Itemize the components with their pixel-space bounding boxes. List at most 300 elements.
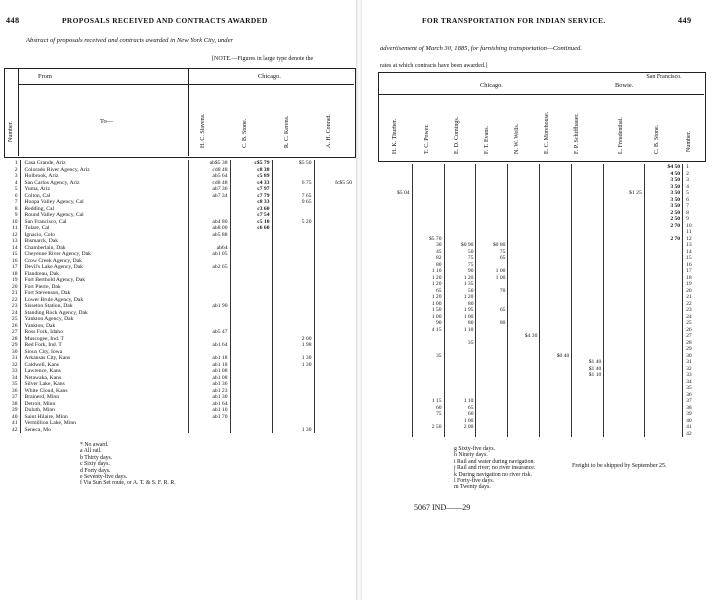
footnote: d Forty days. (80, 467, 111, 474)
footnote: h Ninety days. (454, 452, 488, 459)
rate-cell: $1 40 (572, 366, 604, 373)
footnote: b Thirty days. (80, 454, 113, 461)
rate-cell: 1 00 (444, 314, 476, 321)
rate-cell: 3 50 (644, 177, 682, 184)
rate-cell: 1 35 (444, 281, 476, 288)
rate-cell: 60 (412, 405, 444, 412)
rate-cell: 1 20 (412, 275, 444, 282)
row-number: 8 (683, 210, 704, 217)
destination-cell: Colton, Cal (20, 193, 188, 200)
row-number: 20 (11, 283, 18, 290)
rate-cell: 50 (444, 288, 476, 295)
footnote: m Twenty days. (454, 484, 491, 491)
row-number: 1 (683, 164, 704, 171)
rate-cell: $5 70 (412, 236, 444, 243)
row-number: 8 (14, 205, 18, 212)
rate-cell: ab1 18 (188, 362, 230, 369)
row-number: 27 (683, 333, 704, 340)
row-number: 21 (683, 294, 704, 301)
row-number: 18 (11, 270, 18, 277)
rate-cell (444, 431, 476, 438)
rate-cell: 5 20 (272, 219, 314, 226)
rate-cell: 80 (444, 301, 476, 308)
rate-cell: $0 40 (540, 353, 572, 360)
destination-cell: Arkansas City, Kans (20, 355, 188, 362)
left-group-chicago: Chicago. (258, 73, 281, 80)
row-number: 15 (683, 255, 704, 262)
freight-note: Freight to be shipped by September 25. (572, 463, 667, 469)
row-number: 26 (683, 327, 704, 334)
left-page-number: 448 (6, 16, 20, 25)
row-number: 10 (11, 218, 18, 225)
rate-cell: ab1 23 (188, 388, 230, 395)
destination-cell: Cheyenne River Agency, Dak (20, 251, 188, 258)
row-number: 36 (683, 392, 704, 399)
row-number: 42 (683, 431, 704, 438)
rate-cell: 1 30 (272, 427, 314, 434)
rate-cell: 80 (476, 320, 508, 327)
row-number: 27 (11, 329, 18, 335)
rate-cell: 65 (444, 405, 476, 412)
row-number: 17 (11, 264, 18, 270)
row-number: 11 (12, 225, 18, 231)
rate-cell: cd8 48 (188, 180, 230, 187)
row-number: 23 (683, 307, 704, 314)
rate-cell: ab1 90 (188, 303, 230, 310)
rate-cell: 2 50 (412, 424, 444, 431)
rate-cell: c7 97 (230, 186, 272, 193)
rate-cell: ab5 64 (188, 173, 230, 180)
footnote: a All rail. (80, 448, 102, 455)
row-number: 6 (683, 197, 704, 204)
rate-cell: ab5 47 (188, 329, 230, 336)
rate-cell (378, 431, 412, 438)
row-number: 24 (683, 314, 704, 321)
right-bidder-7: L. Freudenthal. (618, 117, 624, 154)
destination-cell: Lower Brule Agency, Dak (20, 297, 188, 304)
destination-cell: Flandreau, Dak (20, 271, 188, 278)
destination-cell: Round Valley Agency, Cal (20, 212, 188, 219)
rate-cell: ab2 65 (188, 264, 230, 271)
rate-cell: 35 (444, 340, 476, 347)
rate-cell: 1 10 (412, 268, 444, 275)
right-bidder-3: F. T. Evans. (484, 125, 490, 154)
row-number: 30 (11, 348, 18, 355)
rate-cell: 80 (444, 320, 476, 327)
right-rates-table (378, 164, 704, 437)
right-bidder-6: F. P. Schiffbauer. (574, 113, 580, 154)
destination-cell: Caldwell, Kans (20, 362, 188, 369)
rate-cell: ab5 88 (188, 232, 230, 239)
row-number: 21 (11, 290, 18, 296)
destination-cell: Brainerd, Minn (20, 394, 188, 401)
rate-cell (230, 427, 272, 434)
rate-cell: 9 65 (272, 199, 314, 206)
rate-cell: 1 00 (476, 275, 508, 282)
row-number: 18 (683, 275, 704, 282)
rate-cell: ab7 34 (188, 193, 230, 200)
row-number: 4 (683, 184, 704, 191)
left-bidder-0: H. C. Slavens. (200, 113, 206, 148)
rate-cell: 1 95 (444, 307, 476, 314)
rate-cell: 1 00 (444, 418, 476, 425)
rate-cell: 75 (444, 262, 476, 269)
right-bidder-2: E. D. Comings. (454, 116, 460, 154)
rate-cell: 30 (412, 242, 444, 249)
rate-cell: 90 (444, 268, 476, 275)
left-bidder-2: R. C. Kerens. (284, 115, 290, 148)
row-number: 28 (683, 340, 704, 347)
right-note-line: rates at which contracts have been awarded.] (380, 63, 488, 69)
row-number: 40 (11, 413, 18, 420)
row-number: 20 (683, 288, 704, 295)
rate-cell: ab1 64 (188, 342, 230, 349)
left-abstract-line: Abstract of proposals received and contracts awarded in New York City, under (26, 37, 234, 44)
right-footnotes (454, 446, 535, 491)
footnote: * No award. (80, 442, 109, 448)
destination-cell: Netawaka, Kans (20, 375, 188, 382)
rate-cell: ab1 18 (188, 355, 230, 362)
right-bidder-5: E. C. Morehouse. (544, 111, 550, 154)
row-number: 42 (11, 426, 18, 433)
right-bidder-4: N. W. Wells. (514, 123, 520, 154)
rate-cell: 2 50 (644, 210, 682, 217)
destination-cell: Yuma, Ariz (20, 186, 188, 193)
row-number: 3 (14, 173, 18, 179)
row-number: 25 (683, 320, 704, 327)
row-number: 33 (683, 372, 704, 379)
row-number: 13 (683, 242, 704, 249)
rate-cell: 3 50 (644, 190, 682, 197)
destination-cell: Hoopa Valley Agency, Cal (20, 199, 188, 206)
right-number-header: Number. (686, 131, 692, 152)
rate-cell: 1 10 (444, 398, 476, 405)
rate-cell: fc$5 50 (314, 180, 354, 187)
destination-cell: Duluth, Minn (20, 407, 188, 414)
right-running-head: FOR TRANSPORTATION FOR INDIAN SERVICE. (422, 16, 606, 25)
row-number: 28 (11, 335, 18, 342)
row-number: 19 (683, 281, 704, 288)
row-number: 9 (683, 216, 704, 223)
row-number: 2 (683, 171, 704, 178)
left-from-label: From (38, 73, 52, 80)
row-number: 5 (14, 186, 18, 192)
destination-cell: Detroit, Minn (20, 401, 188, 408)
rate-cell: $1 40 (572, 359, 604, 366)
rate-cell: c4 33 (230, 180, 272, 187)
rate-cell (540, 431, 572, 438)
rate-cell: ab1 08 (188, 368, 230, 375)
destination-cell: Fort Berthold Agency, Dak (20, 277, 188, 284)
rate-cell: 3 50 (644, 197, 682, 204)
row-number: 29 (11, 342, 18, 348)
rate-cell: 2 00 (272, 336, 314, 343)
left-running-head: PROPOSALS RECEIVED AND CONTRACTS AWARDED (62, 16, 268, 25)
row-number: 30 (683, 353, 704, 360)
left-to-label: To— (100, 118, 114, 125)
rate-cell (508, 431, 540, 438)
rate-cell: ab64 (188, 245, 230, 252)
rate-cell: c6 60 (230, 225, 272, 232)
row-number: 37 (683, 398, 704, 405)
destination-cell: Redding, Cal (20, 206, 188, 213)
right-bidder-1: T. C. Power. (424, 124, 430, 154)
row-number: 4 (14, 179, 18, 186)
destination-cell: Devil's Lake Agency, Dak (20, 264, 188, 271)
destination-cell: White Cloud, Kans (20, 388, 188, 395)
row-number: 10 (683, 223, 704, 230)
row-number: 14 (11, 244, 18, 251)
rate-cell (644, 431, 682, 438)
rate-cell (604, 431, 644, 438)
footnote: f Via Sun Set route, or A. T. & S. F. R. R. (80, 480, 176, 487)
rate-cell: 3 50 (644, 203, 682, 210)
row-number: 1 (14, 160, 18, 166)
left-note: [NOTE.—Figures in large type denote the (212, 56, 314, 62)
rate-cell: 1 20 (412, 281, 444, 288)
left-footnotes (80, 442, 176, 487)
rate-cell: $1 25 (604, 190, 644, 197)
rate-cell: c$5 79 (230, 160, 272, 167)
row-number: 38 (11, 400, 18, 407)
row-number: 39 (683, 411, 704, 418)
row-number: 40 (683, 418, 704, 425)
rate-cell: 35 (412, 353, 444, 360)
rate-cell: 1 10 (444, 327, 476, 334)
destination-cell: Standing Rock Agency, Dak (20, 310, 188, 317)
rate-cell: 2 70 (644, 236, 682, 243)
rate-cell: 1 20 (412, 294, 444, 301)
rate-cell: 65 (476, 307, 508, 314)
rate-cell: ab4 80 (188, 219, 230, 226)
rate-cell: 65 (412, 288, 444, 295)
destination-cell: Muscogee, Ind. T (20, 336, 188, 343)
rate-cell: 1 00 (412, 301, 444, 308)
destination-cell: Holbrook, Ariz (20, 173, 188, 180)
rate-cell: ab7 36 (188, 186, 230, 193)
rate-cell: ab$5 38 (188, 160, 230, 167)
rate-cell: $0 90 (444, 242, 476, 249)
rate-cell: $5 50 (272, 160, 314, 167)
row-number: 35 (683, 385, 704, 392)
destination-cell: Chamberlain, Dak (20, 245, 188, 252)
rate-cell: 70 (476, 288, 508, 295)
right-abstract-line: advertisement of March 30, 1885, for furnishing transportation—Continued. (380, 45, 582, 52)
destination-cell: Red Fork, Ind. T (20, 342, 188, 349)
rate-cell: 4 50 (644, 171, 682, 178)
rate-cell: 4 15 (412, 327, 444, 334)
rate-cell: $4 30 (508, 333, 540, 340)
rate-cell: ab1 36 (188, 381, 230, 388)
rate-cell (476, 431, 508, 438)
row-number: 16 (683, 262, 704, 269)
row-number: 39 (11, 407, 18, 413)
destination-cell: Fort Stevenson, Dak (20, 290, 188, 297)
destination-cell: Bismarck, Dak (20, 238, 188, 245)
row-number: 29 (683, 346, 704, 353)
rate-cell: $4 50 (644, 164, 682, 171)
rate-cell: 1 98 (272, 342, 314, 349)
rate-cell: 1 30 (272, 362, 314, 369)
destination-cell: Sisseton Station, Dak (20, 303, 188, 310)
row-number: 11 (683, 229, 704, 236)
rate-cell: $1 10 (572, 372, 604, 379)
destination-cell: Ignacio, Colo (20, 232, 188, 239)
row-number: 36 (11, 387, 18, 394)
row-number: 9 (14, 212, 18, 218)
rate-cell: 2 50 (644, 216, 682, 223)
row-number: 5 (683, 190, 704, 197)
rate-cell (314, 427, 354, 434)
destination-cell: Seneca, Mo (20, 427, 188, 434)
row-number: 7 (683, 203, 704, 210)
rate-cell: c8 38 (230, 167, 272, 174)
row-number: 15 (11, 251, 18, 257)
row-number: 32 (11, 361, 18, 368)
right-bidder-0: H. K. Thurber. (392, 118, 398, 154)
rate-cell: 80 (412, 262, 444, 269)
rate-cell (572, 431, 604, 438)
rate-cell: 65 (476, 255, 508, 262)
row-number: 17 (683, 268, 704, 275)
row-number: 12 (683, 236, 704, 243)
rate-cell: 3 50 (644, 184, 682, 191)
rate-cell: 7 65 (272, 193, 314, 200)
rate-cell: ab1 08 (188, 375, 230, 382)
destination-cell: Yankton, Dak (20, 323, 188, 330)
left-bidder-1: C. B. Stone. (242, 118, 248, 148)
left-rates-table (4, 160, 354, 433)
rate-cell: ab1 70 (188, 414, 230, 421)
footnote: k During navigation no river risk. (454, 471, 532, 478)
rate-cell: 1 20 (444, 294, 476, 301)
row-number: 13 (11, 238, 18, 244)
footnote: g Sixty-five days. (454, 446, 496, 452)
row-number: 2 (14, 166, 18, 173)
left-number-header: Number. (8, 121, 14, 142)
rate-cell: ab1 30 (188, 394, 230, 401)
rate-cell (188, 427, 230, 434)
row-number: 16 (11, 257, 18, 264)
row-number: 26 (11, 322, 18, 329)
row-number: 22 (11, 296, 18, 303)
row-number: 32 (683, 366, 704, 373)
rate-cell: c7 79 (230, 193, 272, 200)
footnote: c Sixty days. (80, 461, 110, 468)
row-number: 22 (683, 301, 704, 308)
rate-cell: 6 75 (272, 180, 314, 187)
row-number: 19 (11, 277, 18, 283)
destination-cell: Silver Lake, Kans (20, 381, 188, 388)
right-group-chicago: Chicago. (480, 82, 503, 89)
row-number: 34 (11, 374, 18, 381)
destination-cell: Crow Creek Agency, Dak (20, 258, 188, 265)
rate-cell: c5 89 (230, 173, 272, 180)
rate-cell: 82 (412, 255, 444, 262)
rate-cell: 60 (444, 411, 476, 418)
row-number: 14 (683, 249, 704, 256)
row-number: 41 (683, 424, 704, 431)
destination-cell: Lawrence, Kans (20, 368, 188, 375)
destination-cell: San Carlos Agency, Ariz (20, 180, 188, 187)
row-number: 34 (683, 379, 704, 386)
row-number: 12 (11, 231, 18, 238)
rate-cell: 1 30 (272, 355, 314, 362)
rate-cell: 1 15 (412, 398, 444, 405)
destination-cell: San Francisco, Cal (20, 219, 188, 226)
rate-cell: 90 (412, 320, 444, 327)
left-page (0, 0, 356, 600)
rate-cell: c5 10 (230, 219, 272, 226)
destination-cell: Yankton Agency, Dak (20, 316, 188, 323)
row-number: 31 (683, 359, 704, 366)
footnote: j Rail and river; no river insurance. (454, 465, 536, 472)
rate-cell: 45 (412, 249, 444, 256)
destination-cell: Casa Grande, Ariz (20, 160, 188, 167)
right-group-sf: San Francisco. (646, 74, 682, 80)
rate-cell: ab8 00 (188, 225, 230, 232)
rate-cell: 2 70 (644, 223, 682, 230)
destination-cell: Colorado River Agency, Ariz (20, 167, 188, 174)
row-number: 37 (11, 394, 18, 400)
rate-cell: 75 (476, 249, 508, 256)
destination-cell: Ross Fork, Idaho (20, 329, 188, 336)
row-number: 38 (683, 405, 704, 412)
rate-cell: 75 (412, 411, 444, 418)
footnote: l Forty-five days. (454, 478, 495, 485)
table-row (378, 431, 704, 438)
table-row (4, 427, 354, 434)
rate-cell: c3 60 (230, 206, 272, 213)
row-number: 25 (11, 316, 18, 322)
row-number: 23 (11, 303, 18, 309)
right-page-number: 449 (678, 16, 692, 25)
row-number: 41 (11, 420, 18, 426)
destination-cell: Tulare, Cal (20, 225, 188, 232)
rate-cell (412, 431, 444, 438)
rate-cell: 75 (444, 255, 476, 262)
rate-cell: $0 80 (476, 242, 508, 249)
row-number: 31 (11, 355, 18, 361)
row-number: 7 (14, 199, 18, 205)
rate-cell: ab1 64 (188, 401, 230, 408)
rate-cell: $5 04 (396, 190, 410, 196)
row-number: 24 (11, 309, 18, 316)
rate-cell: 1 00 (476, 268, 508, 275)
row-number: 6 (14, 192, 18, 199)
rate-cell: ab1 05 (188, 251, 230, 258)
rate-cell: c7 54 (230, 212, 272, 219)
page-footer: 5067 IND——29 (414, 503, 471, 512)
right-page (362, 0, 718, 600)
rate-cell: 1 00 (412, 314, 444, 321)
destination-cell: Sioux City, Iowa (20, 349, 188, 356)
destination-cell: Vermillion Lake, Minn (20, 420, 188, 427)
destination-cell: Fort Pierre, Dak (20, 284, 188, 291)
rate-cell: 50 (444, 249, 476, 256)
left-header-box (4, 68, 356, 158)
rate-cell: ab1 10 (188, 407, 230, 414)
rate-cell: cd8 48 (188, 167, 230, 174)
right-group-bowie: Bowie. (615, 82, 634, 89)
destination-cell: Saint Hilaire, Minn (20, 414, 188, 421)
footnote: i Rail and water during navigation. (454, 458, 535, 465)
row-number: 35 (11, 381, 18, 387)
rate-cell: c8 33 (230, 199, 272, 206)
footnote: e Seventy-five days. (80, 474, 128, 481)
row-number: 3 (683, 177, 704, 184)
rate-cell: 1 20 (444, 275, 476, 282)
